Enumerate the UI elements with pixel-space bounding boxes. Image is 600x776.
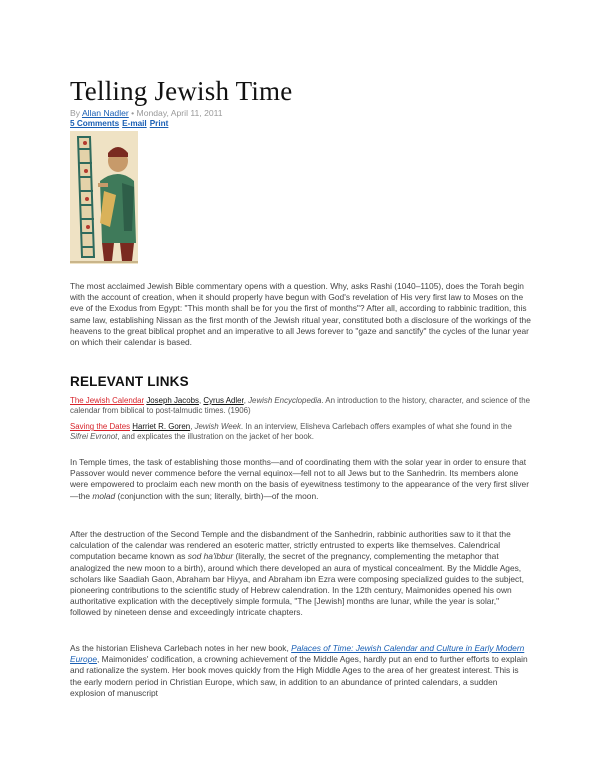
body-italic-term: sod ha'ibbur (187, 551, 234, 562)
manuscript-illustration (70, 131, 138, 264)
byline-prefix: By (70, 108, 81, 118)
print-link[interactable]: Print (149, 119, 169, 128)
related-link-item: Saving the Dates Harriet R. Goren, Jewish Week. In an interview, Elisheva Carlebach offers examples of what she found in the Sifrei Evronot, and explicates the illustration on the jacket of her book. (70, 422, 512, 442)
related-link-author[interactable]: Harriet R. Goren (132, 422, 191, 431)
body-paragraph-1 (70, 457, 532, 502)
article-title: Telling Jewish Time (70, 76, 293, 106)
body-text: In Temple times, the task of establishing those months—and of coordinating them with the solar year in order to ensure that Passover would never commence before the vernal equinox—fell not to all Jews but to the Sanhedrin. Its members alone were empowered to proclaim each new month on the basis of eyewitness testimony to the appearance of the very first sliver—the (70, 457, 529, 501)
related-link-author[interactable]: Joseph Jacobs (146, 396, 199, 405)
article-actions (70, 119, 171, 128)
related-link-item: The Jewish Calendar Joseph Jacobs, Cyrus Adler, Jewish Encyclopedia. An introduction to the history, character, and science of the calendar from biblical to post-talmudic times. (1906) (70, 396, 530, 416)
body-text: (literally, the secret of the pregnancy, complementing the metaphor that analogized the new moon to a birth), around which there developed an aura of mystical concealment. By the Middle Ages, scholars like Saadiah Gaon, Abraham bar Hiyya, and Abraham ibn Ezra were composing specialized guides to the subject, pioneering contributions to the scientific study of Hebrew calendration. In the 12th century, Maimonides opened his own authoritative explication with the deceptively simple formula, "The [Jewish] months are lunar, while the year is solar," followed by nineteen dense and exceedingly intricate chapters. (70, 551, 524, 618)
body-text: , Maimonides' codification, a crowning achievement of the Middle Ages, hardly put an end to further efforts to explain and rationalize the system. Her book moves quickly from the High Middle Ages to the area of her greatest interest. This is the early modern period in Christian Europe, which saw, in addition to an abundance of printed calendars, a sudden explosion of manuscript (70, 654, 528, 698)
related-link-title[interactable]: Saving the Dates (70, 422, 131, 431)
author-link[interactable]: Allan Nadler (81, 108, 129, 118)
related-link-description: . An introduction to the history, character, and science of the calendar from biblical to post-talmudic times. (1906) (70, 396, 530, 416)
book-title-link[interactable]: Palaces of Time: Jewish Calendar and Culture in Early Modern Europe (70, 643, 525, 665)
body-text: (conjunction with the sun; literally, birth)—of the moon. (115, 490, 319, 501)
related-link-author[interactable]: Cyrus Adler (203, 396, 244, 405)
related-link-description: . In an interview, Elisheva Carlebach offers examples of what she found in the (240, 422, 512, 431)
related-link-title[interactable]: The Jewish Calendar (70, 396, 145, 405)
body-italic-term: molad (92, 490, 116, 501)
related-link-italic-title: Sifrei Evronot (70, 432, 118, 442)
body-text: As the historian Elisheva Carlebach notes in her new book, (70, 643, 292, 653)
comments-link[interactable]: 5 Comments (70, 119, 120, 128)
related-link-source: Jewish Encyclopedia (248, 396, 322, 405)
body-text: After the destruction of the Second Temple and the disbandment of the Sanhedrin, rabbinic authorities saw to it that the calculation of the calendar was rendered an esoteric matter, strictly entrusted to experts like themselves. Calendrical computation became known as (70, 529, 511, 562)
intro-paragraph: The most acclaimed Jewish Bible commentary opens with a question. Why, asks Rashi (1040–1105), does the Torah begin with the account of creation, when it should properly have begun with God's revelation of His very first law to Moses on the eve of the Exodus from Egypt: "This month shall be for you the first of months"? After all, according to rabbinic tradition, this same law, establishing Nissan as the first month of the Jewish ritual year, constituted both a disclosure of the workings of the heavens to the great biblical prophet and an imperative to all Jews forever to "gaze and sanctify" the cycles of the lunar year on which their calendar is based. (70, 281, 531, 348)
relevant-links-heading: RELEVANT LINKS (70, 374, 189, 389)
body-paragraph-2 (70, 529, 532, 619)
related-link-description-end: , and explicates the illustration on the jacket of her book. (117, 432, 314, 442)
byline (70, 108, 223, 118)
email-link[interactable]: E-mail (122, 119, 147, 128)
body-paragraph-3 (70, 643, 532, 699)
related-link-source: Jewish Week (194, 422, 241, 431)
publish-date: • Monday, April 11, 2011 (131, 108, 223, 118)
